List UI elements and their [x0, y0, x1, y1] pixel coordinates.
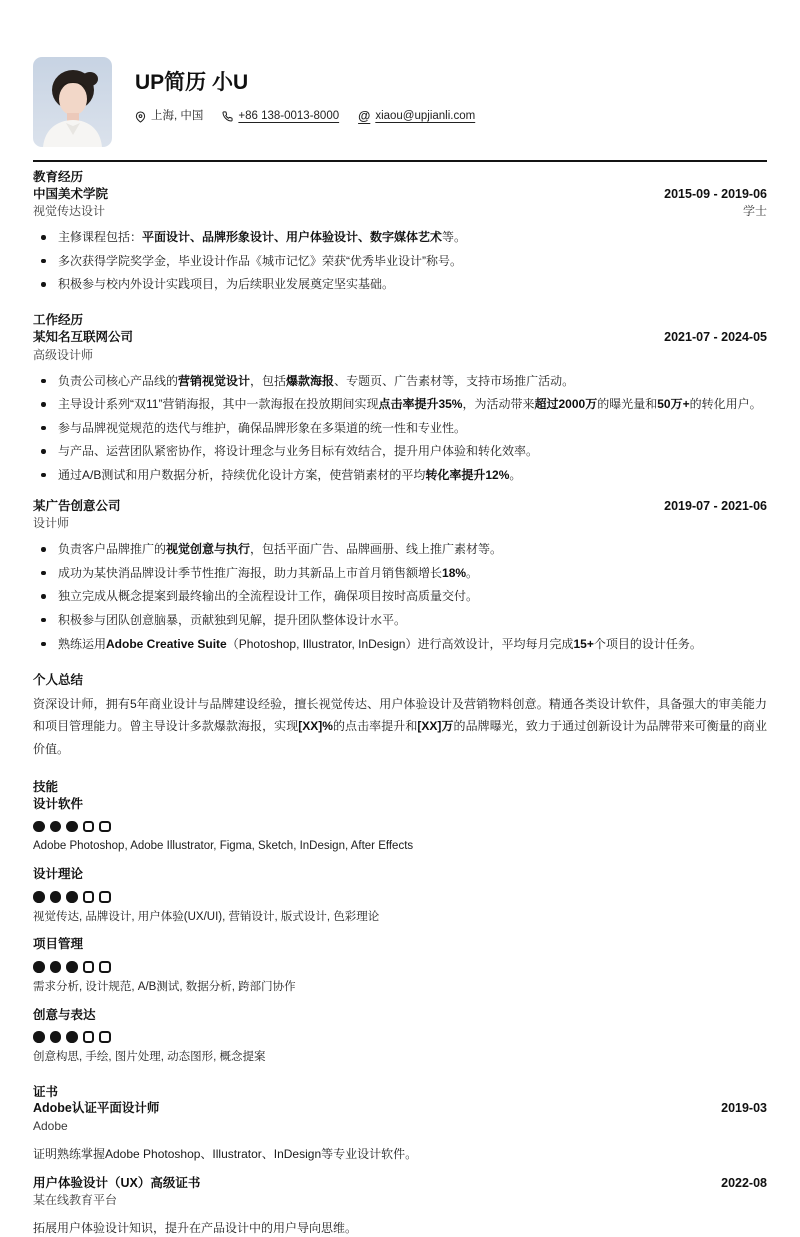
company-name: 某知名互联网公司 — [33, 329, 134, 344]
rating-dot-filled — [66, 821, 78, 833]
work-heading: 工作经历 — [33, 313, 84, 328]
skill-keywords: 创意构思, 手绘, 图片处理, 动态图形, 概念提案 — [33, 1050, 266, 1063]
contact-row — [135, 108, 475, 125]
email-address: xiaou@upjianli.com — [375, 110, 476, 123]
bullet-item: 参与品牌视觉规范的迭代与维护，确保品牌形象在多渠道的统一性和专业性。 — [58, 420, 767, 437]
job-title: 设计师 — [33, 516, 70, 531]
job-bullets — [33, 541, 767, 652]
section-education — [33, 170, 767, 293]
header-text — [135, 57, 475, 125]
skill-keywords: 需求分析, 设计规范, A/B测试, 数据分析, 跨部门协作 — [33, 980, 296, 993]
skill-keywords: Adobe Photoshop, Adobe Illustrator, Figma, Sketch, InDesign, After Effects — [33, 840, 414, 853]
contact-location — [135, 108, 203, 125]
rating-dot-filled — [33, 891, 45, 903]
header-divider — [33, 160, 767, 162]
education-major: 视觉传达设计 — [33, 204, 106, 219]
section-certificates — [33, 1085, 767, 1237]
bullet-item: 积极参与团队创意脑暴，贡献独到见解，提升团队整体设计水平。 — [58, 612, 767, 629]
skill-keywords: 视觉传达, 品牌设计, 用户体验(UX/UI), 营销设计, 版式设计, 色彩理论 — [33, 910, 380, 923]
education-bullets — [33, 229, 767, 293]
location-pin-icon — [135, 111, 146, 123]
rating-dot-filled — [33, 961, 45, 973]
certificate-title: 用户体验设计（UX）高级证书 — [33, 1175, 201, 1190]
rating-dot-empty — [83, 961, 95, 973]
at-sign-icon: @ — [358, 109, 371, 124]
bullet-item: 通过A/B测试和用户数据分析，持续优化设计方案，使营销素材的平均转化率提升12%。 — [58, 467, 767, 484]
certificate-item — [33, 1101, 767, 1163]
rating-dot-empty — [99, 891, 111, 903]
bullet-item: 多次获得学院奖学金，毕业设计作品《城市记忆》荣获“优秀毕业设计”称号。 — [58, 253, 767, 270]
certificate-date: 2019-03 — [721, 1101, 767, 1116]
education-date: 2015-09 - 2019-06 — [664, 186, 767, 201]
phone-number: +86 138-0013-8000 — [238, 110, 340, 123]
summary-paragraph: 资深设计师，拥有5年商业设计与品牌建设经验，擅长视觉传达、用户体验设计及营销物料创意。精通各类设计软件，具备强大的审美能力和项目管理能力。曾主导设计多款爆款海报，实现[XX]%的点击率提升和[XX]万的品牌曝光，致力于通过创新设计为品牌带来可衡量的商业价值。 — [33, 697, 767, 756]
bullet-item: 主修课程包括：平面设计、品牌形象设计、用户体验设计、数字媒体艺术等。 — [58, 229, 767, 246]
section-summary — [33, 673, 767, 760]
rating-dot-empty — [99, 1031, 111, 1043]
certificate-date: 2022-08 — [721, 1175, 767, 1190]
rating-dot-filled — [50, 821, 62, 833]
rating-dot-empty — [99, 821, 111, 833]
skill-item — [33, 867, 767, 924]
rating-dot-filled — [50, 1031, 62, 1043]
rating-dot-filled — [66, 891, 78, 903]
section-skills — [33, 780, 767, 1065]
rating-dot-filled — [66, 1031, 78, 1043]
candidate-name: UP简历 小U — [135, 71, 249, 94]
skill-rating — [33, 821, 767, 833]
summary-heading: 个人总结 — [33, 672, 84, 687]
skill-name: 设计理论 — [33, 867, 84, 882]
profile-photo — [33, 57, 112, 147]
phone-icon — [222, 111, 233, 122]
skill-name: 项目管理 — [33, 937, 84, 952]
certificates-heading: 证书 — [33, 1084, 59, 1099]
rating-dot-filled — [33, 821, 45, 833]
resume-header — [33, 57, 767, 147]
company-name: 某广告创意公司 — [33, 498, 121, 513]
rating-dot-empty — [83, 1031, 95, 1043]
school-name: 中国美术学院 — [33, 186, 109, 201]
certificate-description: 拓展用户体验设计知识，提升在产品设计中的用户导向思维。 — [33, 1221, 358, 1236]
email-link[interactable] — [358, 108, 475, 125]
work-entry — [33, 499, 767, 653]
skill-item — [33, 937, 767, 994]
bullet-item: 熟练运用Adobe Creative Suite（Photoshop, Illustrator, InDesign）进行高效设计，平均每月完成15+个项目的设计任务。 — [58, 636, 767, 653]
skill-rating — [33, 1031, 767, 1043]
phone-link[interactable] — [222, 108, 339, 125]
bullet-item: 独立完成从概念提案到最终输出的全流程设计工作，确保项目按时高质量交付。 — [58, 588, 767, 605]
skill-name: 设计软件 — [33, 797, 84, 812]
certificate-item — [33, 1176, 767, 1237]
rating-dot-empty — [83, 891, 95, 903]
bullet-item: 积极参与校内外设计实践项目，为后续职业发展奠定坚实基础。 — [58, 276, 767, 293]
education-degree: 学士 — [742, 204, 767, 219]
certificate-issuer: Adobe — [33, 1118, 68, 1133]
skill-rating — [33, 961, 767, 973]
bullet-item: 成功为某快消品牌设计季节性推广海报，助力其新品上市首月销售额增长18%。 — [58, 565, 767, 582]
skill-name: 创意与表达 — [33, 1007, 96, 1022]
bullet-item: 负责公司核心产品线的营销视觉设计，包括爆款海报、专题页、广告素材等，支持市场推广活动。 — [58, 373, 767, 390]
rating-dot-filled — [33, 1031, 45, 1043]
job-bullets — [33, 373, 767, 484]
rating-dot-empty — [83, 821, 95, 833]
rating-dot-filled — [50, 891, 62, 903]
job-date: 2019-07 - 2021-06 — [664, 498, 767, 513]
profile-photo-illustration — [33, 57, 112, 147]
education-entry — [33, 187, 767, 294]
education-heading: 教育经历 — [33, 170, 84, 184]
skills-heading: 技能 — [33, 779, 59, 794]
rating-dot-filled — [66, 961, 78, 973]
skill-rating — [33, 891, 767, 903]
certificate-title: Adobe认证平面设计师 — [33, 1101, 160, 1116]
skill-item — [33, 1008, 767, 1065]
section-work — [33, 313, 767, 652]
certificate-issuer: 某在线教育平台 — [33, 1193, 118, 1208]
job-title: 高级设计师 — [33, 347, 94, 362]
skill-item — [33, 797, 767, 854]
rating-dot-filled — [50, 961, 62, 973]
bullet-item: 与产品、运营团队紧密协作，将设计理念与业务目标有效结合，提升用户体验和转化效率。 — [58, 443, 767, 460]
rating-dot-empty — [99, 961, 111, 973]
certificate-description: 证明熟练掌握Adobe Photoshop、Illustrator、InDesign等专业设计软件。 — [33, 1146, 418, 1161]
bullet-item: 负责客户品牌推广的视觉创意与执行，包括平面广告、品牌画册、线上推广素材等。 — [58, 541, 767, 558]
job-date: 2021-07 - 2024-05 — [664, 329, 767, 344]
bullet-item: 主导设计系列“双11”营销海报，其中一款海报在投放期间实现点击率提升35%，为活动带来超过2000万的曝光量和50万+的转化用户。 — [58, 396, 767, 413]
location-text: 上海, 中国 — [151, 110, 204, 123]
work-entry — [33, 330, 767, 484]
